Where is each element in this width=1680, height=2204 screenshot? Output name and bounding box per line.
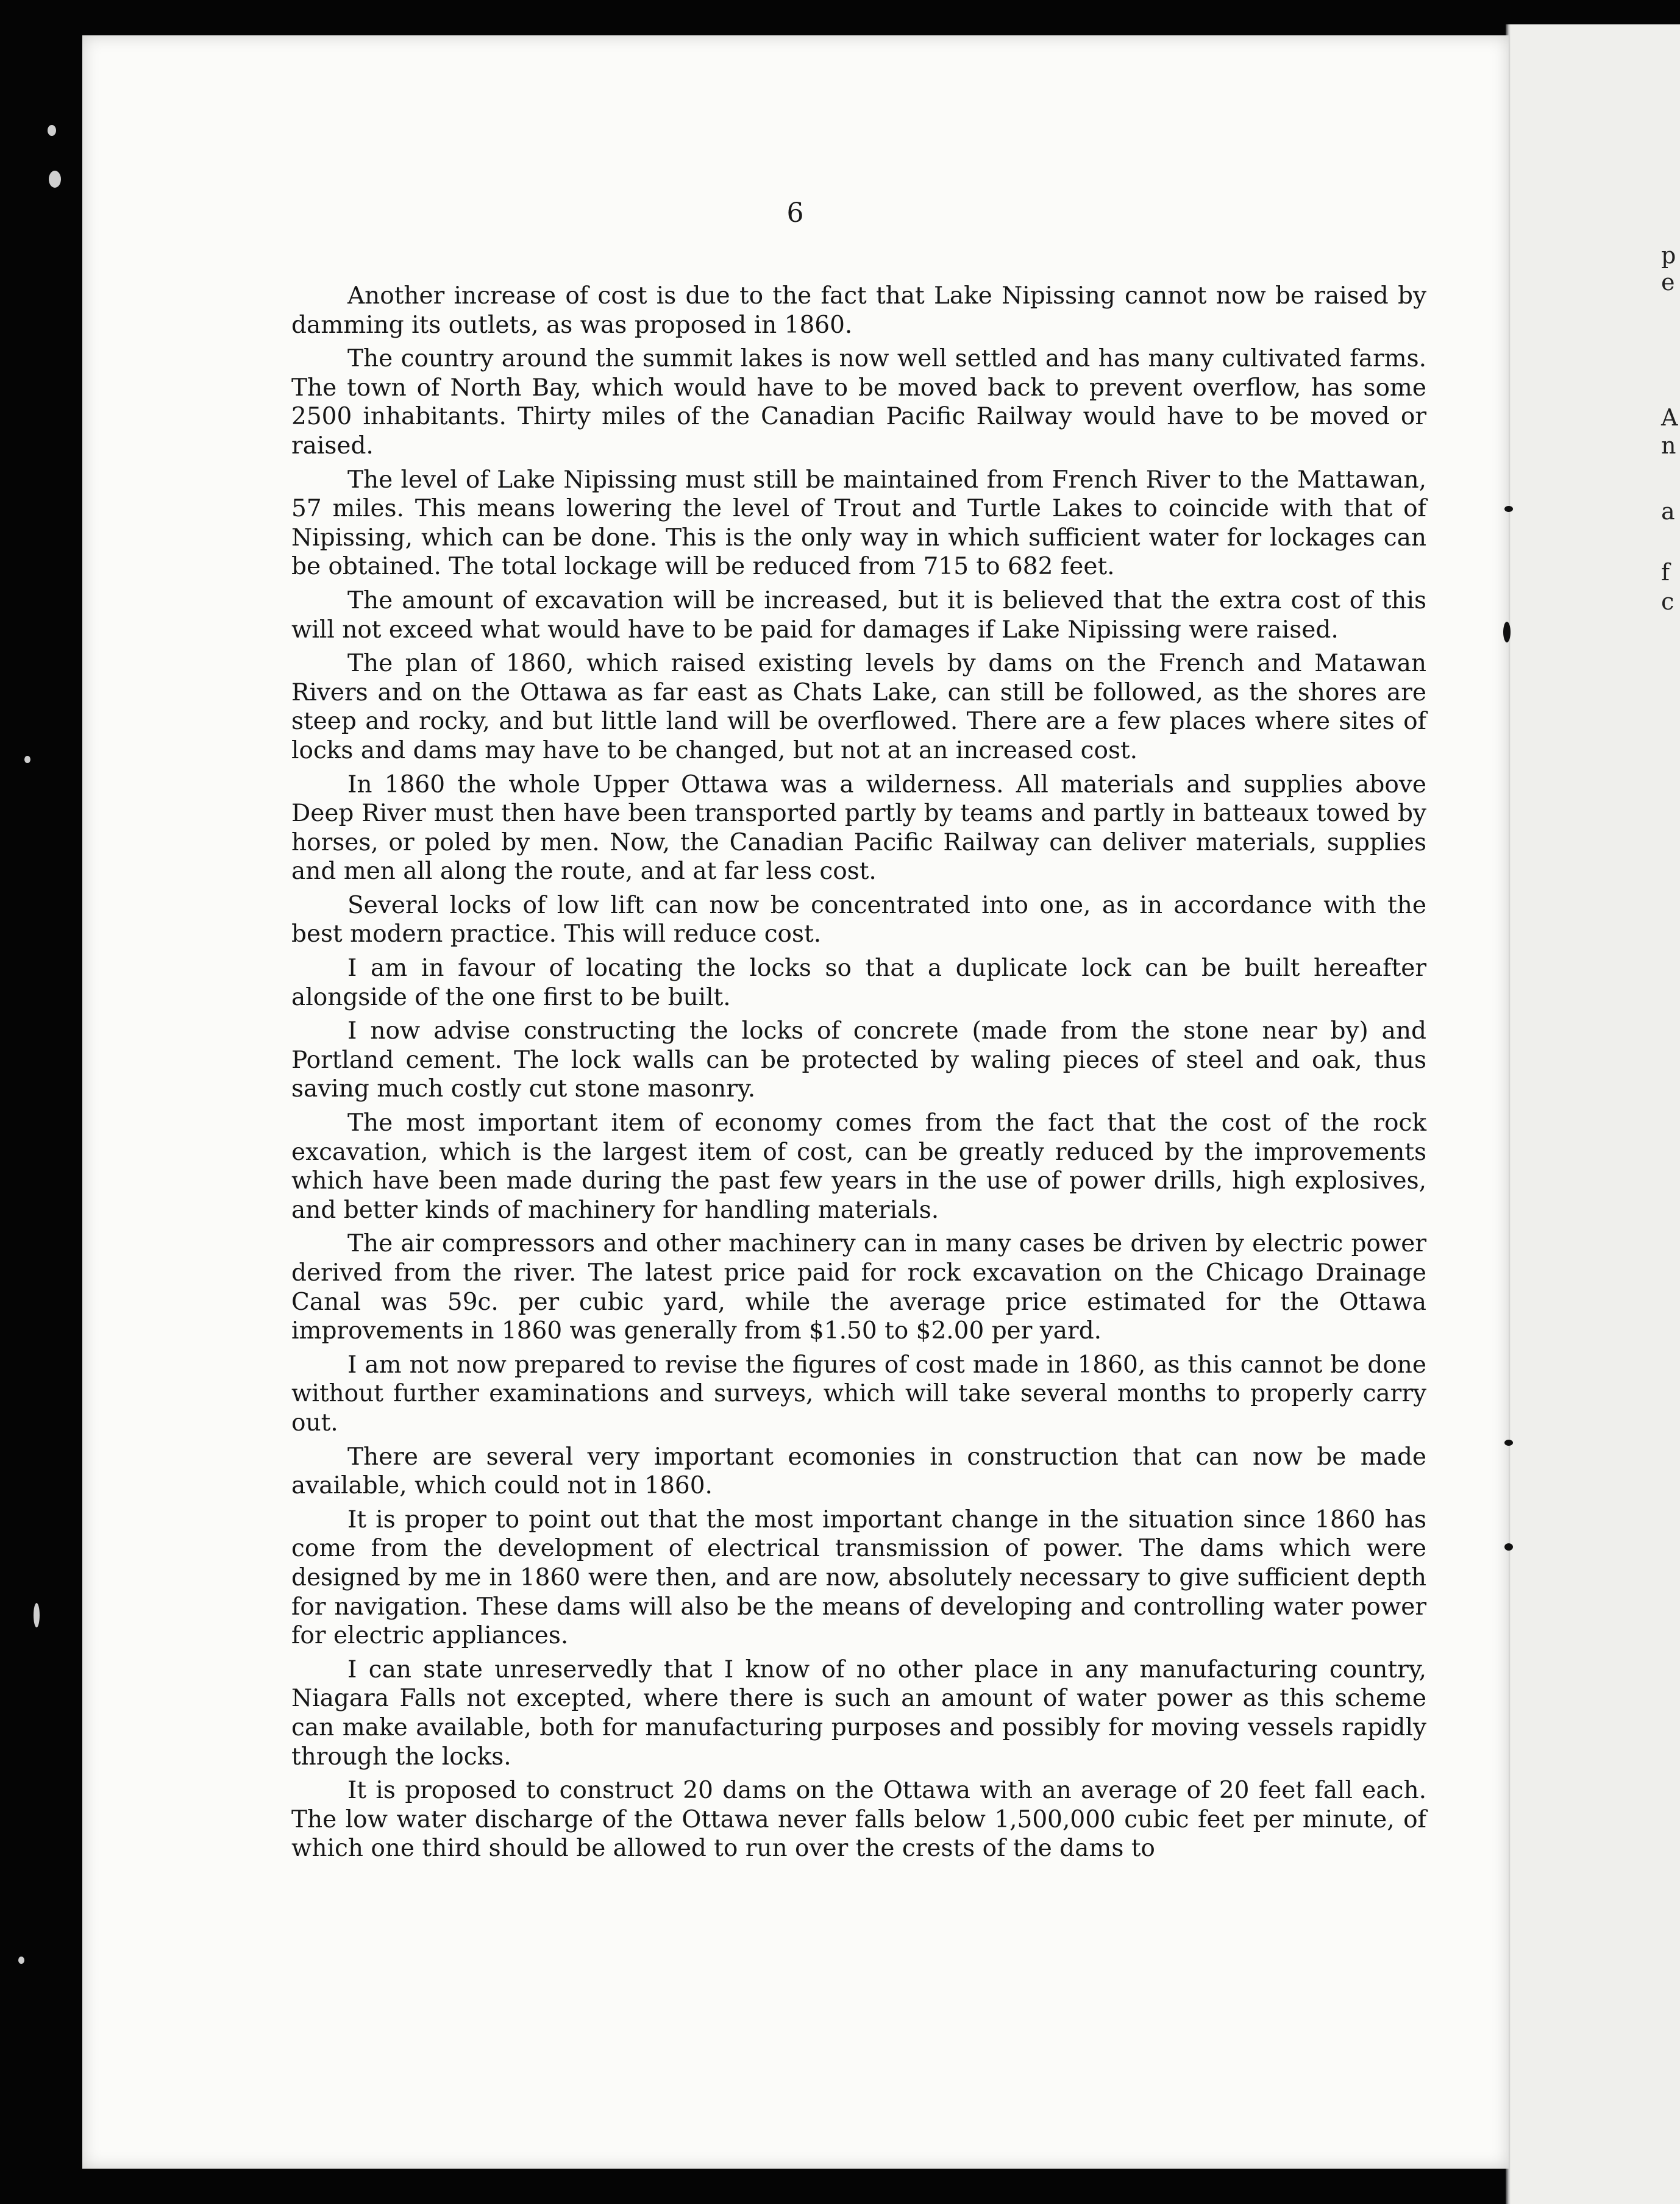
paragraph: I am not now prepared to revise the figures of cost made in 1860, as this cannot be done without further examinations and surveys, which will take several months to properly carry out. <box>291 1351 1426 1437</box>
scan-speck <box>24 756 30 763</box>
paragraph: The air compressors and other machinery can in many cases be driven by electric power derived from the river. The latest price paid for rock excavation on the Chicago Drainage Canal was 59c. per cubic yard, while the average price estimated for the Ottawa improvements in 1860 was generally from $1.50 to $2.00 per yard. <box>291 1230 1426 1345</box>
facing-letter: n <box>1661 432 1676 459</box>
paragraph: I now advise constructing the locks of concrete (made from the stone near by) and Portland cement. The lock walls can be protected by waling pieces of steel and oak, thus saving much costly cut stone masonry. <box>291 1017 1426 1103</box>
paragraph: Another increase of cost is due to the fact that Lake Nipissing cannot now be raised by damming its outlets, as was proposed in 1860. <box>291 282 1426 339</box>
paragraph: There are several very important ecomonies in construction that can now be made available, which could not in 1860. <box>291 1443 1426 1500</box>
paragraph: The plan of 1860, which raised existing levels by dams on the French and Matawan Rivers and on the Ottawa as far east as Chats Lake, can still be followed, as the shores are steep and rocky, and but little land will be overflowed. There are a few places where sites of locks and dams may have to be changed, but not at an increased cost. <box>291 650 1426 764</box>
paragraph: I am in favour of locating the locks so that a duplicate lock can be built hereafter alongside of the one first to be built. <box>291 954 1426 1011</box>
facing-letter: p <box>1661 242 1676 269</box>
facing-letter: A <box>1661 404 1678 431</box>
scan-speck <box>1504 1440 1513 1446</box>
paragraph: It is proper to point out that the most important change in the situation since 1860 has come from the development of electrical transmission of power. The dams which were designed by me in 1860 were then, and are now, absolutely necessary to give sufficient depth for navigation. These dams will also be the means of developing and controlling water power for electric appliances. <box>291 1505 1426 1650</box>
paragraph: In 1860 the whole Upper Ottawa was a wilderness. All materials and supplies above Deep River must then have been transported partly by teams and partly in batteaux towed by horses, or poled by men. Now, the Canadian Pacific Railway can deliver materials, supplies and men all along the route, and at far less cost. <box>291 770 1426 886</box>
body-text <box>291 282 1426 1868</box>
scan-speck <box>1504 1543 1513 1551</box>
facing-letter: a <box>1661 498 1675 525</box>
paragraph: It is proposed to construct 20 dams on the Ottawa with an average of 20 feet fall each. The low water discharge of the Ottawa never falls below 1,500,000 cubic feet per minute, of which one third should be allowed to run over the crests of the dams to <box>291 1777 1426 1863</box>
facing-letter: e <box>1661 269 1675 296</box>
scan-speck <box>34 1603 40 1627</box>
page-number: 6 <box>786 197 805 229</box>
scan-speck <box>1503 622 1511 642</box>
paragraph: I can state unreservedly that I know of no other place in any manufacturing country, Niagara Falls not excepted, where there is such an amount of water power as this scheme can make available, both for manufacturing purposes and possibly for moving vessels rapidly through the locks. <box>291 1655 1426 1771</box>
paragraph: The amount of excavation will be increased, but it is believed that the extra cost of this will not exceed what would have to be paid for damages if Lake Nipissing were raised. <box>291 586 1426 644</box>
paragraph: Several locks of low lift can now be concentrated into one, as in accordance with the best modern practice. This will reduce cost. <box>291 891 1426 948</box>
scan-speck <box>48 125 56 136</box>
scan-speck <box>49 171 61 188</box>
scan-speck <box>18 1957 24 1964</box>
paragraph: The level of Lake Nipissing must still be maintained from French River to the Mattawan, 57 miles. This means lowering the level of Trout and Turtle Lakes to coincide with that of Nipissing, which can be done. This is the only way in which sufficient water for lockages can be obtained. The total lockage will be reduced from 715 to 682 feet. <box>291 466 1426 581</box>
document-page <box>82 35 1509 2169</box>
paragraph: The most important item of economy comes from the fact that the cost of the rock excavation, which is the largest item of cost, can be greatly reduced by the improvements which have been made during the past few years in the use of power drills, high explosives, and better kinds of machinery for handling materials. <box>291 1109 1426 1224</box>
facing-letter: f <box>1661 559 1670 586</box>
paragraph: The country around the summit lakes is now well settled and has many cultivated farms. The town of North Bay, which would have to be moved back to prevent overflow, has some 2500 inhabitants. Thirty miles of the Canadian Pacific Railway would have to be moved or raised. <box>291 345 1426 460</box>
scan-speck <box>1504 506 1513 512</box>
facing-letter: c <box>1661 588 1675 615</box>
facing-page-edge <box>1509 24 1680 2204</box>
